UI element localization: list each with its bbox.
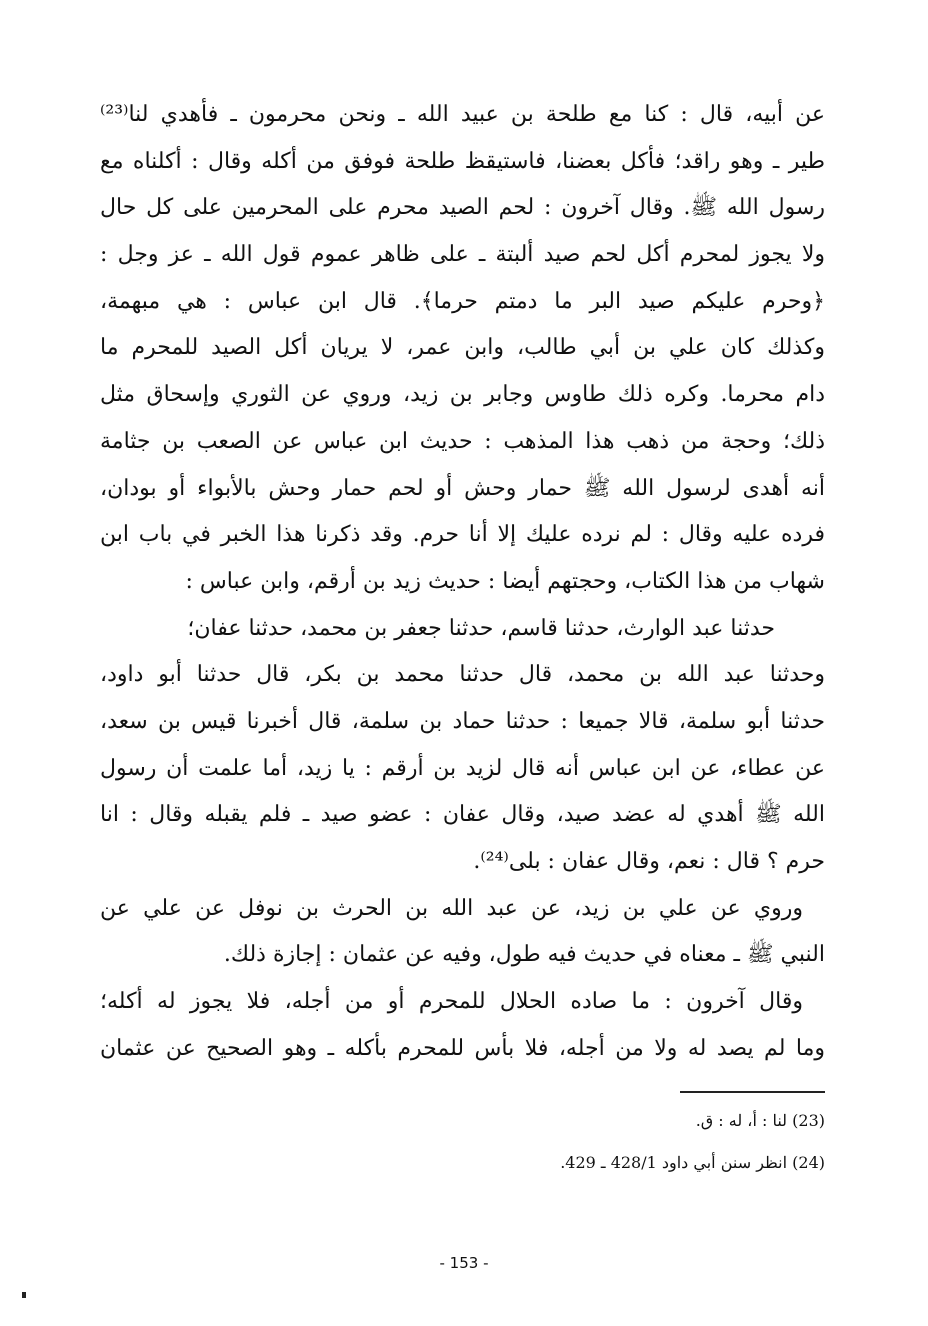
footnote-separator: [680, 1091, 825, 1093]
text-line-6: وكذلك كان علي بن أبي طالب، وابن عمر، لا يريان أكل الصيد للمحرم ما: [100, 335, 825, 361]
text-line-1: عن أبيه، قال : كنا مع طلحة بن عبيد الله ـ ونحن محرمون ـ فأهدي لنا⁽²³⁾: [100, 102, 825, 127]
text-line-11: شهاب من هذا الكتاب، وحجتهم أيضا : حديث زيد بن أرقم، وابن عباس :: [185, 568, 825, 594]
text-line-4: ولا يجوز لمحرم أكل لحم صيد ألبتة ـ على ظاهر عموم قول الله ـ عز وجل :: [100, 242, 825, 268]
main-text-block: [100, 92, 825, 1072]
text-line-20: وقال آخرون : ما صاده الحلال للمحرم أو من أجله، فلا يجوز له أكله؛: [100, 989, 803, 1015]
text-line-16: الله ﷺ أهدي له عضد صيد، وقال عفان : عضو صيد ـ فلم يقبله وقال : انا: [100, 802, 825, 828]
page-number: - 153 -: [439, 1254, 489, 1272]
text-line-2: طير ـ وهو راقد؛ فأكل بعضنا، فاستيقظ طلحة فوفق من أكله وقال : أكلناه مع: [100, 148, 825, 174]
footnotes-block: [480, 1100, 825, 1184]
text-line-5: ﴿وحرم عليكم صيد البر ما دمتم حرما﴾. قال ابن عباس : هي مبهمة،: [100, 288, 825, 314]
footnote-23: (23) لنا : أ، له : ق.: [695, 1111, 825, 1130]
text-line-13: وحدثنا عبد الله بن محمد، قال حدثنا محمد بن بكر، قال حدثنا أبو داود،: [100, 662, 825, 688]
text-line-12: حدثنا عبد الوارث، حدثنا قاسم، حدثنا جعفر بن محمد، حدثنا عفان؛: [187, 615, 775, 641]
text-line-21: وما لم يصد له ولا من أجله، فلا بأس للمحرم بأكله ـ وهو الصحيح عن عثمان: [100, 1035, 825, 1061]
text-line-19: النبي ﷺ ـ معناه في حديث فيه طول، وفيه عن عثمان : إجازة ذلك.: [223, 942, 825, 968]
footnote-24: (24) انظر سنن أبي داود 428/1 ـ 429.: [560, 1153, 825, 1172]
text-line-8: ذلك؛ وحجة من ذهب هذا المذهب : حديث ابن عباس عن الصعب بن جثامة: [100, 428, 825, 454]
text-line-15: عن عطاء، عن ابن عباس أنه قال لزيد بن أرقم : يا زيد، أما علمت أن رسول: [100, 755, 825, 781]
text-line-9: أنه أهدى لرسول الله ﷺ حمار وحش أو لحم حمار وحش بالأبواء أو بودان،: [100, 475, 825, 501]
text-line-3: رسول الله ﷺ. وقال آخرون : لحم الصيد محرم على المحرمين على كل حال: [100, 195, 825, 221]
text-line-18: وروي عن علي بن زيد، عن عبد الله بن الحرث بن نوفل عن علي عن: [100, 895, 803, 921]
text-line-17: حرم ؟ قال : نعم، وقال عفان : بلى⁽²⁴⁾.: [473, 849, 825, 874]
text-line-7: دام محرما. وكره ذلك طاوس وجابر بن زيد، وروي عن الثوري وإسحاق مثل: [100, 382, 825, 408]
margin-speck: [22, 1292, 26, 1298]
text-line-10: فرده عليه وقال : لم نرده عليك إلا أنا حرم. وقد ذكرنا هذا الخبر في باب ابن: [100, 522, 825, 548]
text-line-14: حدثنا أبو سلمة، قالا جميعا : حدثنا حماد بن سلمة، قال أخبرنا قيس بن سعد،: [100, 708, 825, 734]
